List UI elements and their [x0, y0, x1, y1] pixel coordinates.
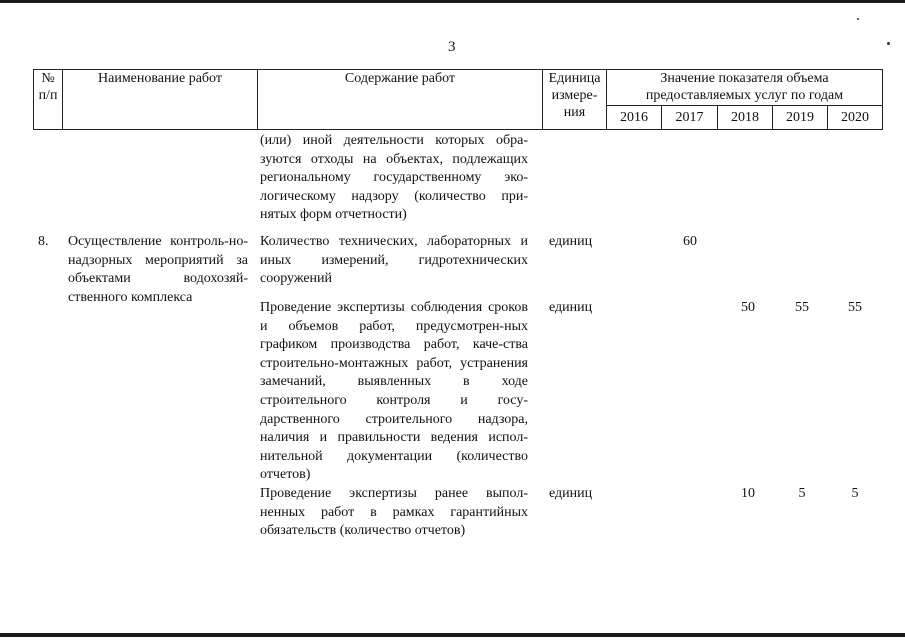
header-year: 2018	[718, 106, 773, 130]
page-number: 3	[448, 39, 456, 55]
value-2020: 5	[851, 486, 859, 501]
entry-content: Проведение экспертизы соблюдения сроков и объемов работ, предусмотрен-ных графиком производства работ, каче-ства строительно-монтажных работ, устранения замечаний, выявленных в ходе строительного контроля и госу-дарственного строительного надзора, наличия и правильности ведения испол-нительной документации (количество отчетов)	[260, 300, 528, 483]
header-year: 2020	[828, 106, 883, 130]
scan-speck	[857, 18, 859, 20]
row-work-name: Осуществление контроль-но-надзорных мероприятий за объектами водохозяй-ственного комплекса	[68, 234, 248, 305]
value-2018: 50	[741, 300, 755, 315]
scan-speck	[887, 42, 890, 45]
value-2017: 60	[683, 234, 697, 249]
top-rule	[0, 0, 905, 3]
entry-content: Количество технических, лабораторных и иных измерений, гидротехнических сооружений	[260, 234, 528, 287]
continued-row-content: (или) иной деятельности которых обра-зуются отходы на объектах, подлежащих региональному государственному эко-логическому надзору (количество при-нятых форм отчетности)	[260, 133, 528, 223]
entry-unit: единиц	[549, 486, 593, 501]
header-work-name: Наименование работ	[63, 70, 258, 130]
bottom-rule	[0, 633, 905, 637]
header-year: 2017	[662, 106, 718, 130]
header-work-content: Содержание работ	[258, 70, 543, 130]
header-year: 2019	[773, 106, 828, 130]
header-values: Значение показателя объема предоставляемых услуг по годам	[607, 70, 883, 106]
header-unit: Единица измере-ния	[543, 70, 607, 130]
value-2020: 55	[848, 300, 862, 315]
table-header	[33, 69, 883, 130]
entry-unit: единиц	[549, 234, 593, 249]
header-number: № п/п	[34, 70, 63, 130]
value-2019: 55	[795, 300, 809, 315]
header-year: 2016	[607, 106, 662, 130]
entry-unit: единиц	[549, 300, 593, 315]
value-2018: 10	[741, 486, 755, 501]
entry-content: Проведение экспертизы ранее выпол-ненных работ в рамках гарантийных обязательств (количество отчетов)	[260, 486, 528, 539]
row-number: 8.	[38, 234, 49, 249]
value-2019: 5	[798, 486, 806, 501]
